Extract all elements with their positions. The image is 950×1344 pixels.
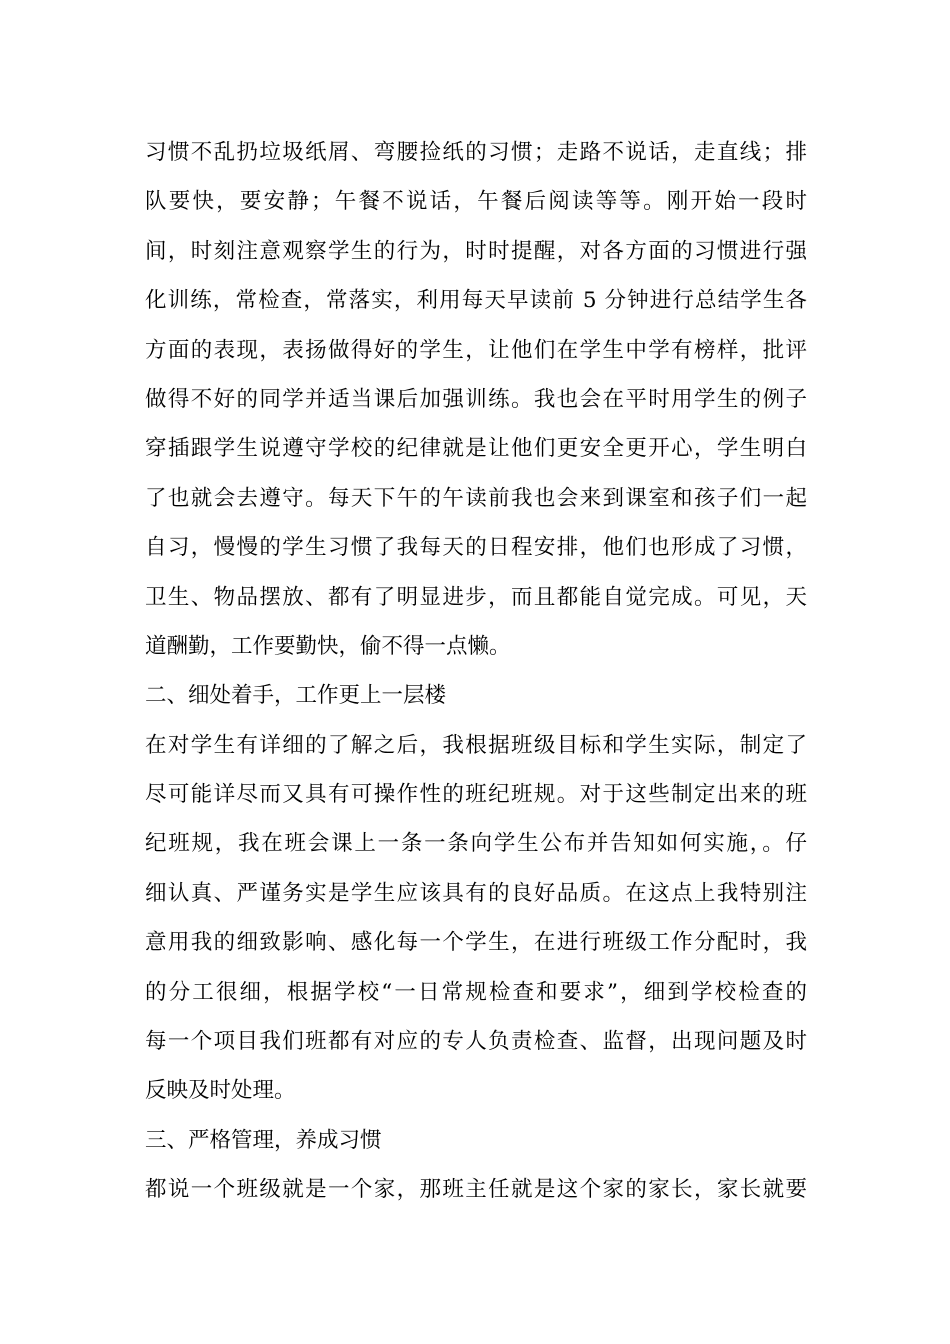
text-line: 每一个项目我们班都有对应的专人负责检查、监督，出现问题及时	[145, 1029, 807, 1055]
text-line: 的分工很细，根据学校“一日常规检查和要求”，细到学校检查的	[145, 979, 807, 1005]
text-line: 二、细处着手，工作更上一层楼	[145, 683, 447, 709]
document-body	[145, 128, 807, 1215]
text-line: 自习，慢慢的学生习惯了我每天的日程安排，他们也形成了习惯，	[145, 535, 807, 561]
text-line: 化训练，常检查，常落实，利用每天早读前 5 分钟进行总结学生各	[145, 288, 807, 314]
text-line: 反映及时处理。	[145, 1078, 296, 1104]
text-line: 细认真、严谨务实是学生应该具有的良好品质。在这点上我特别注	[145, 880, 807, 906]
text-line: 纪班规，我在班会课上一条一条向学生公布并告知如何实施，。仔	[145, 831, 807, 857]
text-line: 尽可能详尽而又具有可操作性的班纪班规。对于这些制定出来的班	[145, 782, 807, 808]
text-line: 卫生、物品摆放、都有了明显进步，而且都能自觉完成。可见，天	[145, 584, 807, 610]
text-line: 方面的表现，表扬做得好的学生，让他们在学生中学有榜样，批评	[145, 337, 807, 363]
text-line: 三、严格管理，养成习惯	[145, 1127, 382, 1153]
text-line: 间，时刻注意观察学生的行为，时时提醒，对各方面的习惯进行强	[145, 238, 807, 264]
text-line: 了也就会去遵守。每天下午的午读前我也会来到课室和孩子们一起	[145, 485, 807, 511]
text-line: 意用我的细致影响、感化每一个学生，在进行班级工作分配时，我	[145, 930, 807, 956]
text-line: 做得不好的同学并适当课后加强训练。我也会在平时用学生的例子	[145, 386, 807, 412]
text-line: 道酬勤，工作要勤快，偷不得一点懒。	[145, 633, 511, 659]
text-line: 都说一个班级就是一个家，那班主任就是这个家的家长，家长就要	[145, 1177, 807, 1203]
text-line: 在对学生有详细的了解之后，我根据班级目标和学生实际，制定了	[145, 732, 807, 758]
text-line: 队要快，要安静；午餐不说话，午餐后阅读等等。刚开始一段时	[145, 189, 807, 215]
text-line: 习惯不乱扔垃圾纸屑、弯腰捡纸的习惯；走路不说话，走直线；排	[145, 140, 807, 165]
text-line: 穿插跟学生说遵守学校的纪律就是让他们更安全更开心，学生明白	[145, 436, 807, 462]
